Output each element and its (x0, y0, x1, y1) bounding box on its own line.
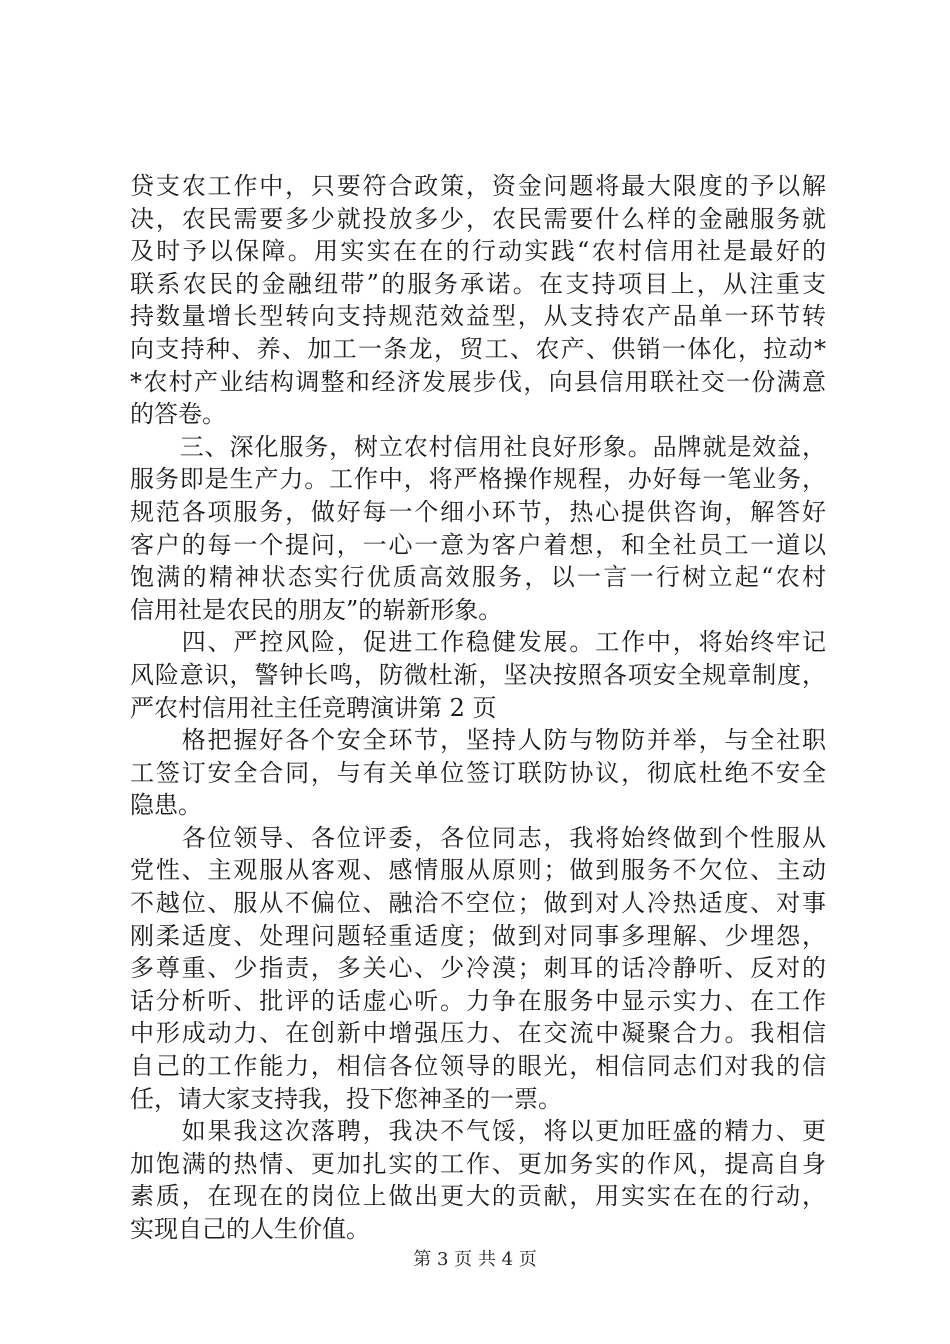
text-line: 党性、主观服从客观、感情服从原则；做到服务不欠位、主动 (130, 856, 826, 885)
text-line: 贷支农工作中，只要符合政策，资金问题将最大限度的予以解 (130, 172, 826, 200)
text-line: 多尊重、少指责，多关心、少冷漠；刺耳的话冷静听、反对的 (130, 954, 826, 983)
text-line: 四、严控风险，促进工作稳健发展。工作中，将始终牢记 (130, 628, 826, 657)
text-line: 刚柔适度、处理问题轻重适度；做到对同事多理解、少埋怨， (130, 921, 826, 950)
text-line: 规范各项服务，做好每一个细小环节，热心提供咨询，解答好 (130, 497, 826, 526)
text-line: 信用社是农民的朋友”的崭新形象。 (130, 595, 503, 624)
text-line: 风险意识，警钟长鸣，防微杜渐，坚决按照各项安全规章制度， (130, 660, 826, 689)
text-line: 自己的工作能力，相信各位领导的眼光，相信同志们对我的信 (130, 1052, 826, 1081)
text-line: 如果我这次落聘，我决不气馁，将以更加旺盛的精力、更 (130, 1117, 826, 1146)
text-line: 任，请大家支持我，投下您神圣的一票。 (130, 1084, 562, 1113)
text-line: 实现自己的人生价值。 (130, 1215, 370, 1243)
document-body (130, 170, 826, 1246)
text-line: 的答卷。 (130, 400, 226, 429)
text-line: 客户的每一个提问，一心一意为客户着想，和全社员工一道以 (130, 530, 826, 559)
text-line: 工签订安全合同，与有关单位签订联防协议，彻底杜绝不安全 (130, 758, 826, 787)
text-line: 联系农民的金融纽带”的服务承诺。在支持项目上，从注重支 (130, 269, 826, 298)
text-line: 话分析听、批评的话虚心听。力争在服务中显示实力、在工作 (130, 986, 826, 1015)
text-line: 三、深化服务，树立农村信用社良好形象。品牌就是效益， (130, 432, 826, 461)
text-line: 决，农民需要多少就投放多少，农民需要什么样的金融服务就 (130, 204, 826, 233)
page-number-indicator: 第 3 页 共 4 页 (413, 1249, 537, 1270)
text-line: 加饱满的热情、更加扎实的工作、更加务实的作风，提高自身 (130, 1149, 826, 1178)
text-line: 向支持种、养、加工一条龙，贸工、农产、供销一体化，拉动* (130, 334, 826, 363)
text-line: *农村产业结构调整和经济发展步伐，向县信用联社交一份满意 (130, 367, 826, 396)
text-line: 素质，在现在的岗位上做出更大的贡献，用实实在在的行动， (130, 1182, 826, 1211)
text-line: 服务即是生产力。工作中，将严格操作规程，办好每一笔业务， (130, 465, 826, 494)
text-line: 饱满的精神状态实行优质高效服务，以一言一行树立起“农村 (130, 563, 826, 592)
page-footer (0, 1245, 950, 1271)
text-line: 不越位、服从不偏位、融洽不空位；做到对人冷热适度、对事 (130, 889, 826, 918)
text-line: 各位领导、各位评委，各位同志，我将始终做到个性服从 (130, 823, 826, 852)
text-line: 严农村信用社主任竞聘演讲第 2 页 (130, 693, 497, 722)
text-line: 持数量增长型转向支持规范效益型，从支持农产品单一环节转 (130, 302, 826, 331)
text-line: 格把握好各个安全环节，坚持人防与物防并举，与全社职 (130, 726, 826, 755)
text-line: 中形成动力、在创新中增强压力、在交流中凝聚合力。我相信 (130, 1019, 826, 1048)
text-line: 及时予以保障。用实实在在的行动实践“农村信用社是最好的 (130, 237, 826, 266)
text-line: 隐患。 (130, 791, 202, 820)
